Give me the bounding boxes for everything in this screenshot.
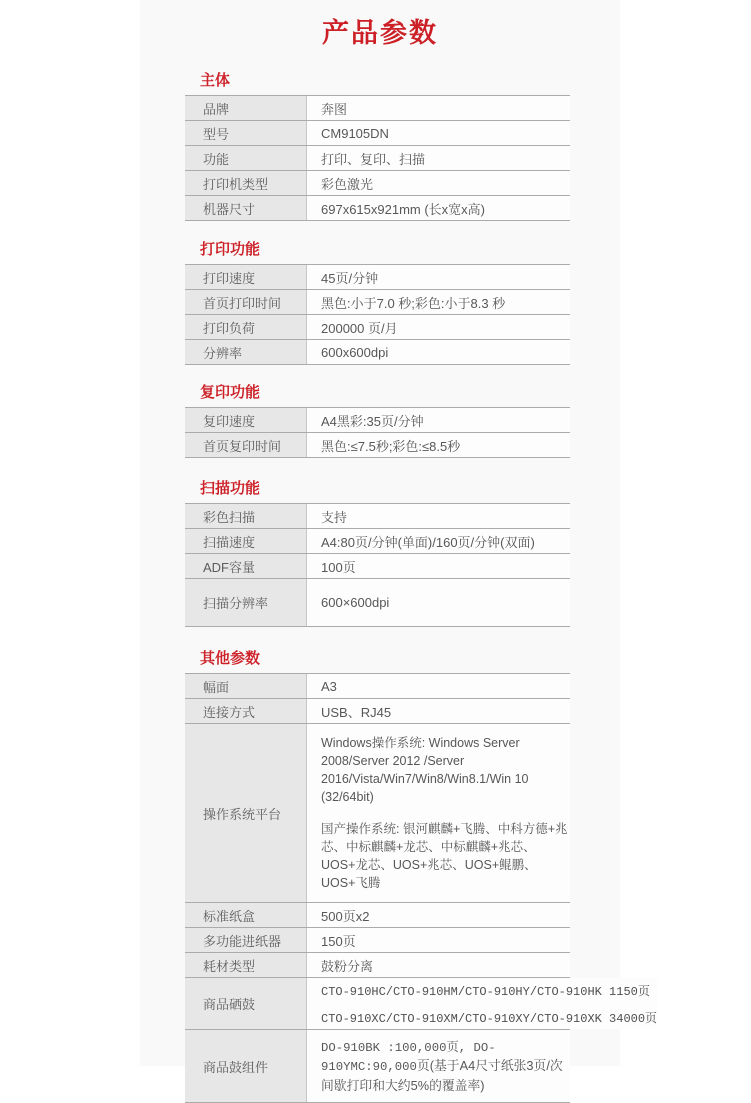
spec-label: 彩色扫描 <box>185 504 307 528</box>
table-row-os-platform <box>185 724 570 903</box>
spec-label: 连接方式 <box>185 699 307 723</box>
spec-label: 商品鼓组件 <box>185 1030 307 1102</box>
spec-value: 黑色:小于7.0 秒;彩色:小于8.3 秒 <box>307 290 570 314</box>
table-row <box>185 146 570 171</box>
table-row <box>185 290 570 315</box>
spec-label: 商品硒鼓 <box>185 978 307 1029</box>
section-heading-main: 主体 <box>200 72 231 90</box>
spec-label: 操作系统平台 <box>185 724 307 902</box>
spec-label: 品牌 <box>185 96 307 120</box>
page-title: 产品参数 <box>322 18 438 48</box>
spec-table-copy <box>185 407 570 458</box>
os-domestic-text: 国产操作系统: 银河麒麟+飞腾、中科方德+兆芯、中标麒麟+龙芯、中标麒麟+兆芯、UOS+龙芯、UOS+兆芯、UOS+鲲鹏、UOS+飞腾 <box>321 821 568 890</box>
table-row-drum-kit <box>185 1030 570 1103</box>
spec-label: 耗材类型 <box>185 953 307 977</box>
spec-value: A4黑彩:35页/分钟 <box>307 408 570 432</box>
table-row <box>185 928 570 953</box>
spec-table-main <box>185 95 570 221</box>
spec-label: 扫描分辨率 <box>185 579 307 626</box>
spec-label: 型号 <box>185 121 307 145</box>
drum-kit-note-text: 页(基于A4尺寸纸张3页/次间歇打印和大约5%的覆盖率) <box>321 1058 563 1093</box>
table-row <box>185 196 570 221</box>
table-row <box>185 408 570 433</box>
table-row <box>185 121 570 146</box>
spec-value: 彩色激光 <box>307 171 570 195</box>
table-row <box>185 674 570 699</box>
spec-label: 机器尺寸 <box>185 196 307 220</box>
drum-kit-code-text: DO-910BK :100,000页, DO-910YMC:90,000 <box>321 1041 496 1075</box>
spec-label: 打印负荷 <box>185 315 307 339</box>
table-row-toner-cartridge <box>185 978 658 1030</box>
table-row <box>185 171 570 196</box>
spec-label: 打印速度 <box>185 265 307 289</box>
spec-label: 首页打印时间 <box>185 290 307 314</box>
spec-label: 首页复印时间 <box>185 433 307 457</box>
spec-value: 奔图 <box>307 96 570 120</box>
table-row <box>185 340 570 365</box>
spec-table-other <box>185 673 658 1103</box>
spec-value: USB、RJ45 <box>307 699 570 723</box>
section-heading-copy: 复印功能 <box>200 384 261 402</box>
product-spec-card <box>140 0 658 1093</box>
table-row <box>185 315 570 340</box>
spec-value: 200000 页/月 <box>307 315 570 339</box>
toner-line-2: CTO-910XC/CTO-910XM/CTO-910XY/CTO-910XK 34000页 <box>321 1011 658 1026</box>
table-row <box>185 953 570 978</box>
spec-value: CM9105DN <box>307 121 570 145</box>
spec-value: 45页/分钟 <box>307 265 570 289</box>
spec-value <box>307 724 570 902</box>
section-heading-other: 其他参数 <box>200 650 261 668</box>
spec-table-scan <box>185 503 570 627</box>
spec-value: 100页 <box>307 554 570 578</box>
spec-value: 600x600dpi <box>307 340 570 364</box>
spec-label: ADF容量 <box>185 554 307 578</box>
spec-value: 150页 <box>307 928 570 952</box>
spec-label: 分辨率 <box>185 340 307 364</box>
spec-label: 多功能进纸器 <box>185 928 307 952</box>
spec-value: 支持 <box>307 504 570 528</box>
table-row <box>185 529 570 554</box>
section-heading-print: 打印功能 <box>200 241 261 259</box>
spec-value <box>307 978 657 1029</box>
spec-value: 500页x2 <box>307 903 570 927</box>
spec-label: 标准纸盒 <box>185 903 307 927</box>
table-row <box>185 433 570 458</box>
spec-value: 鼓粉分离 <box>307 953 570 977</box>
table-row <box>185 579 570 627</box>
table-row <box>185 554 570 579</box>
spec-value <box>307 1030 570 1102</box>
spec-label: 扫描速度 <box>185 529 307 553</box>
spec-value: 黑色:≤7.5秒;彩色:≤8.5秒 <box>307 433 570 457</box>
spec-label: 幅面 <box>185 674 307 698</box>
spec-label: 复印速度 <box>185 408 307 432</box>
spec-value: 697x615x921mm (长x宽x高) <box>307 196 570 220</box>
table-row <box>185 903 570 928</box>
spec-value: A3 <box>307 674 570 698</box>
table-row <box>185 504 570 529</box>
spec-value: 打印、复印、扫描 <box>307 146 570 170</box>
toner-line-1: CTO-910HC/CTO-910HM/CTO-910HY/CTO-910HK 1150页 <box>321 984 650 999</box>
spec-table-print <box>185 264 570 365</box>
spec-value: A4:80页/分钟(单面)/160页/分钟(双面) <box>307 529 570 553</box>
spec-value: 600×600dpi <box>307 579 570 626</box>
table-row <box>185 699 570 724</box>
spec-label: 打印机类型 <box>185 171 307 195</box>
spec-label: 功能 <box>185 146 307 170</box>
table-row <box>185 265 570 290</box>
os-windows-text: Windows操作系统: Windows Server 2008/Server 2012 /Server 2016/Vista/Win7/Win8/Win8.1/Win 10 (32/64bit) <box>321 736 529 805</box>
table-row <box>185 96 570 121</box>
section-heading-scan: 扫描功能 <box>200 480 261 498</box>
